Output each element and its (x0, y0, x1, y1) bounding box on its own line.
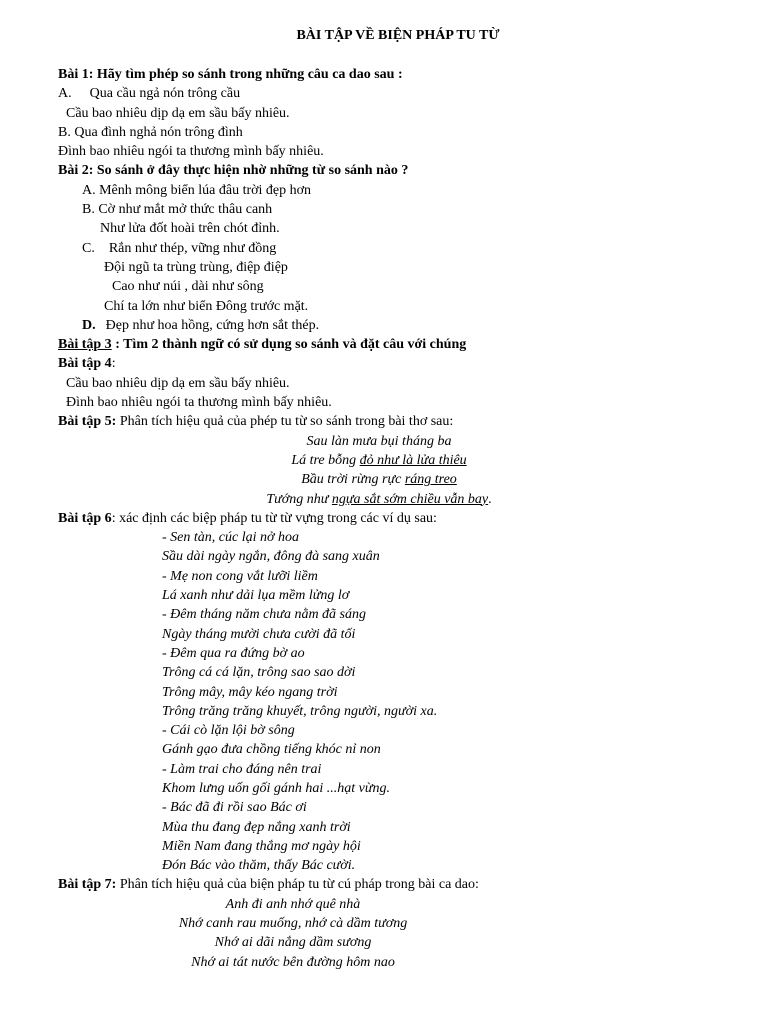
exercise-7-label: Bài tập 7: (58, 877, 117, 893)
poem-5-line3-underlined: ráng treo (404, 472, 457, 488)
example-line: Sầu dài ngày ngắn, đông đà sang xuân (162, 549, 380, 565)
document-body (58, 65, 758, 972)
exercise-7-heading (58, 875, 758, 894)
exercise-1-item-b-line1: B. Qua đình nghả nón trông đình (58, 124, 243, 140)
exercise-5-label: Bài tập 5: (58, 414, 117, 430)
example-line: Mùa thu đang đẹp nắng xanh trời (162, 819, 351, 835)
example-line: - Làm trai cho đáng nên trai (162, 761, 322, 777)
example-line: Đón Bác vào thăm, thấy Bác cười. (162, 858, 356, 874)
item-a-line1: Qua cầu ngả nón trông cầu (89, 86, 241, 102)
exercise-6-label: Bài tập 6 (58, 510, 112, 526)
example-line: Trông cá cá lặn, trông sao sao dời (162, 665, 356, 681)
exercise-2-item-d (58, 316, 758, 335)
example-line: Gánh gạo đưa chồng tiếng khóc nỉ non (162, 742, 381, 758)
exercise-2-item-b-line1: B. Cờ như mắt mở thức thâu canh (82, 202, 273, 218)
exercise-1-item-a-line2: Cầu bao nhiêu dịp dạ em sầu bấy nhiêu. (66, 105, 290, 121)
exercise-3-label: Bài tập 3 (58, 337, 112, 353)
exercise-3-text: : Tìm 2 thành ngữ có sử dụng so sánh và đặt câu với chúng (111, 337, 467, 353)
item-c-text: Rắn như thép, vững như đồng (108, 240, 277, 256)
exercise-2-item-c-line1 (58, 239, 758, 258)
example-line: Khom lưng uốn gối gánh hai ...hạt vừng. (162, 780, 390, 796)
exercise-2-heading: Bài 2: So sánh ở đây thực hiện nhờ những từ so sánh nào ? (58, 163, 409, 179)
example-line: Miền Nam đang thắng mơ ngày hội (162, 838, 361, 854)
exercise-2-item-b-line2: Như lửa đốt hoài trên chót đỉnh. (100, 221, 280, 237)
example-line: Ngày tháng mười chưa cười đã tối (162, 626, 356, 642)
exercise-2-item-c-line4: Chí ta lớn như biển Đông trước mặt. (104, 298, 309, 314)
poem-7-line: Anh đi anh nhớ quê nhà (225, 896, 361, 912)
poem-5-line4-text: Tướng như (266, 491, 332, 507)
poem-5-line4-end: . (488, 491, 492, 507)
exercise-4-label: Bài tập 4 (58, 356, 112, 372)
page-title: BÀI TẬP VỀ BIỆN PHÁP TU TỪ (296, 28, 500, 43)
example-line: Trông trăng trăng khuyết, trông người, người xa. (162, 703, 438, 719)
poem-7-line: Nhớ ai tát nước bên đường hôm nao (191, 954, 395, 970)
example-line: - Bác đã đi rồi sao Bác ơi (162, 800, 307, 816)
exercise-4-heading (58, 354, 758, 373)
poem-5-line4-underlined: ngựa sắt sớm chiều vẫn bay (331, 491, 489, 507)
exercise-4-line2: Đình bao nhiêu ngói ta thương mình bấy nhiêu. (66, 395, 332, 411)
poem-5-line4 (58, 490, 700, 509)
example-line: - Sen tàn, cúc lại nở hoa (162, 530, 299, 546)
exercise-2-item-c-line2: Đội ngũ ta trùng trùng, điệp điệp (104, 259, 288, 275)
item-d-text: Đẹp như hoa hồng, cứng hơn sắt thép. (105, 317, 320, 333)
exercise-1-item-a (58, 84, 758, 103)
exercise-4-colon: : (111, 356, 116, 372)
item-d-label: D. (82, 317, 96, 333)
poem-5-line2-text: Lá tre bỗng (291, 452, 360, 468)
example-line: Trông mây, mây kéo ngang trời (162, 684, 338, 700)
poem-5-line2 (58, 451, 700, 470)
example-line: - Đêm tháng năm chưa nằm đã sáng (162, 607, 367, 623)
exercise-2-item-c-line3: Cao như núi , dài như sông (112, 279, 264, 295)
poem-7-line: Nhớ ai dãi nắng dầm sương (214, 935, 372, 951)
item-c-label: C. (82, 240, 95, 256)
exercise-2-item-a: A. Mênh mông biển lúa đâu trời đẹp hơn (82, 182, 312, 198)
exercise-5-heading (58, 412, 758, 431)
exercise-4-line1: Cầu bao nhiêu dịp dạ em sầu bấy nhiêu. (66, 375, 290, 391)
exercise-1-item-b-line2: Đình bao nhiêu ngói ta thương mình bấy nhiêu. (58, 144, 324, 160)
example-line: - Đêm qua ra đứng bờ ao (162, 645, 305, 661)
exercise-5-text: Phân tích hiệu quả của phép tu từ so sánh trong bài thơ sau: (116, 414, 454, 430)
example-line: - Mẹ non cong vắt lưỡi liềm (162, 568, 318, 584)
poem-7-line: Nhớ canh rau muống, nhớ cà dầm tương (178, 916, 408, 932)
poem-5-line2-underlined: đỏ như là lửa thiêu (359, 452, 467, 468)
poem-5-line1: Sau làn mưa bụi tháng ba (306, 433, 452, 449)
poem-5-line3-text: Bầu trời rừng rực (301, 472, 405, 488)
exercise-6-text: : xác định các biệp pháp tu từ từ vựng trong các ví dụ sau: (111, 510, 437, 526)
exercise-7-text: Phân tích hiệu quả của biện pháp tu từ cú pháp trong bài ca dao: (116, 877, 479, 893)
poem-5-line3 (58, 470, 700, 489)
example-line: Lá xanh như dải lụa mềm lửng lơ (162, 588, 350, 604)
example-line: - Cái cò lặn lội bờ sông (162, 723, 295, 739)
exercise-1-heading: Bài 1: Hãy tìm phép so sánh trong những câu ca dao sau : (58, 67, 403, 82)
item-a-label: A. (58, 86, 72, 102)
exercise-6-heading (58, 509, 758, 528)
exercise-3-heading (58, 335, 758, 354)
